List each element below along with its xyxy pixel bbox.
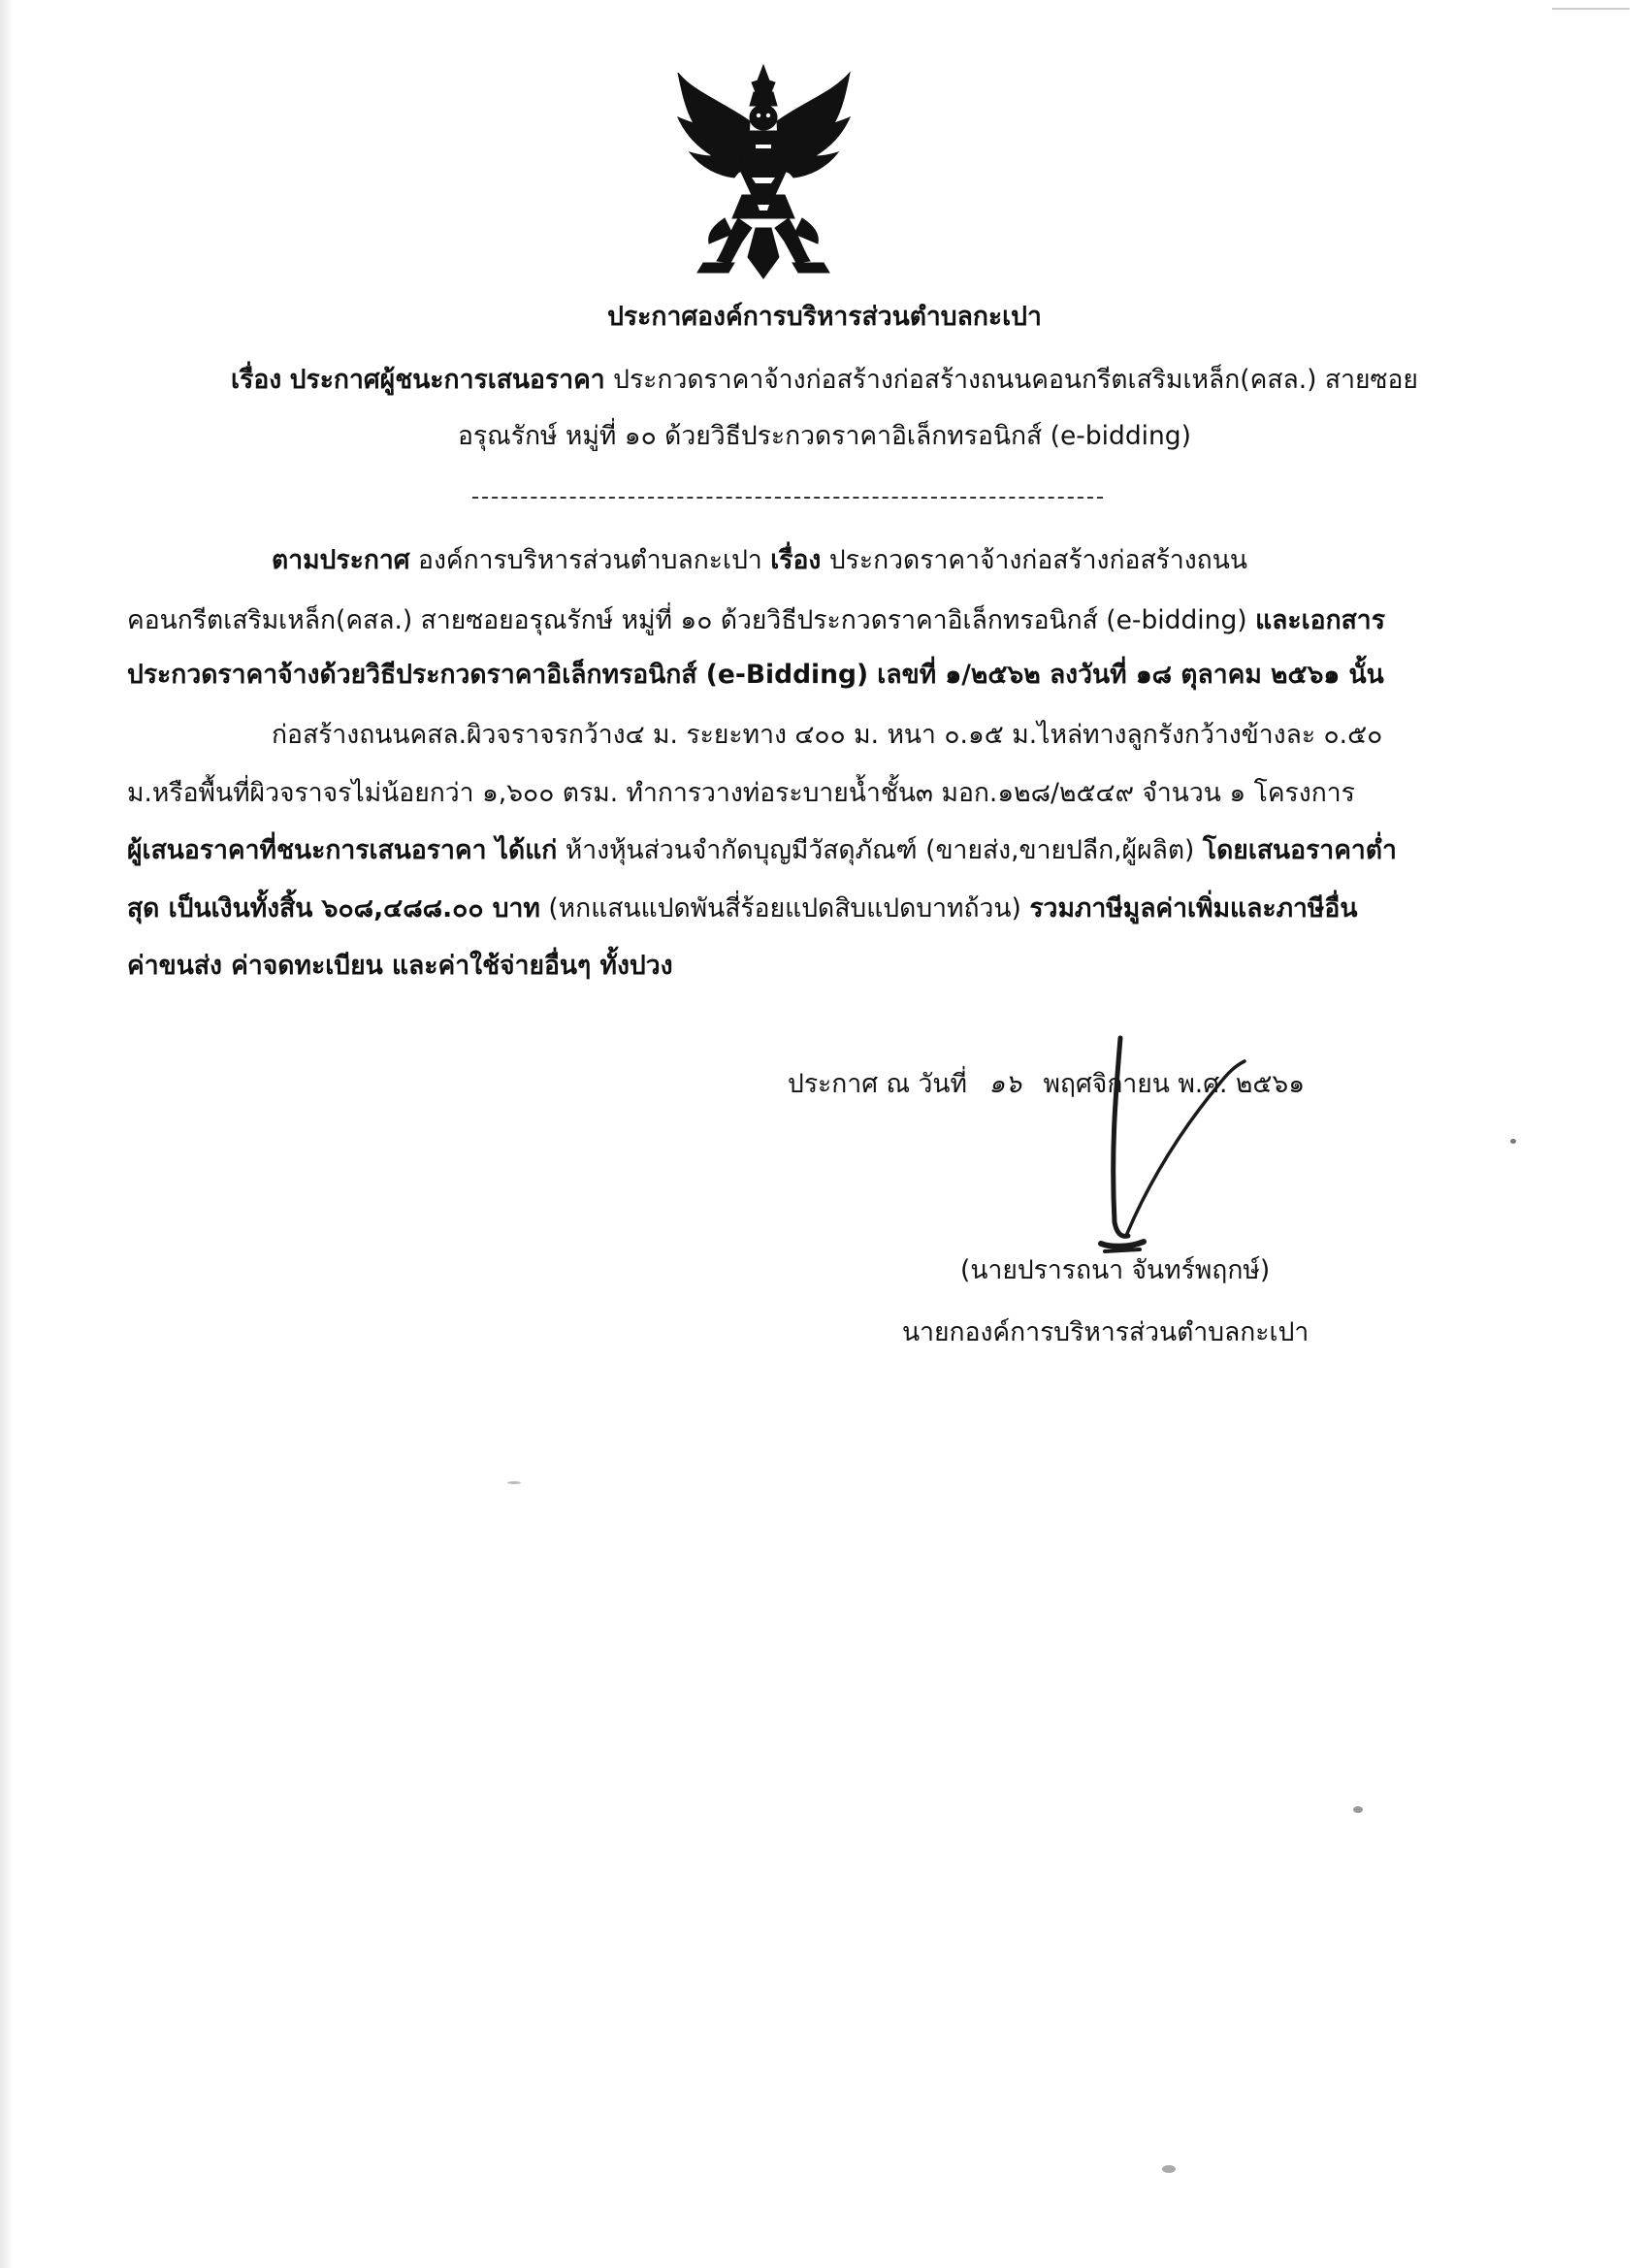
paragraph-2-line-1: ก่อสร้างถนนคสล.ผิวจราจรกว้าง๔ ม. ระยะทาง ๔๐๐ ม. หนา ๐.๑๕ ม.ไหล่ทางลูกรังกว้างข้างละ ๐.๕๐ xyxy=(272,720,1383,750)
subject-text: ประกวดราคาจ้างก่อสร้างก่อสร้างถนนคอนกรีตเสริมเหล็ก(คสล.) สายซอย xyxy=(613,365,1418,395)
bid-amount-words: (หกแสนแปดพันสี่ร้อยแปดสิบแปดบาทถ้วน) xyxy=(548,893,1021,923)
paragraph-1-line-1 xyxy=(272,541,1247,580)
document-title: ประกาศองค์การบริหารส่วนตำบลกะเปา xyxy=(607,302,1042,332)
date-prefix: ประกาศ ณ วันที่ xyxy=(788,1069,967,1099)
subject-label: เรื่อง xyxy=(231,365,282,395)
p1-subject-label: เรื่อง xyxy=(770,545,822,575)
scan-speck xyxy=(1510,1139,1516,1144)
paragraph-3-line-3: ค่าขนส่ง ค่าจดทะเบียน และค่าใช้จ่ายอื่นๆ ทั้งปวง xyxy=(127,951,673,981)
signer-name: (นายปรารถนา จันทร์พฤกษ์) xyxy=(960,1255,1271,1285)
bid-lead: โดยเสนอราคาต่ำ xyxy=(1202,835,1397,865)
p1-line2-text: คอนกรีตเสริมเหล็ก(คสล.) สายซอยอรุณรักษ์ หมู่ที่ ๑๐ ด้วยวิธีประกวดราคาอิเล็กทรอนิกส์ (e-bidding) xyxy=(127,605,1247,635)
subject-line-1 xyxy=(0,361,1649,400)
scan-speck xyxy=(507,1481,521,1484)
winner-label: ผู้เสนอราคาที่ชนะการเสนอราคา ได้แก่ xyxy=(127,835,558,865)
p1-lead: ตามประกาศ xyxy=(272,545,410,575)
garuda-emblem-icon xyxy=(674,63,854,281)
p1-line2-bold: และเอกสาร xyxy=(1255,605,1385,635)
signer-position: นายกองค์การบริหารส่วนตำบลกะเปา xyxy=(902,1317,1310,1347)
paragraph-1-line-2 xyxy=(127,601,1385,640)
scan-speck xyxy=(1162,2165,1176,2173)
winner-name: ห้างหุ้นส่วนจำกัดบุญมีวัสดุภัณฑ์ (ขายส่ง,ขายปลีก,ผู้ผลิต) xyxy=(565,835,1195,865)
paragraph-1-line-3: ประกวดราคาจ้างด้วยวิธีประกวดราคาอิเล็กทรอนิกส์ (e-Bidding) เลขที่ ๑/๒๕๖๒ ลงวันที่ ๑๘ ตุลาคม ๒๕๖๑ นั้น xyxy=(127,660,1384,690)
paragraph-2-line-2: ม.หรือพื้นที่ผิวจราจรไม่น้อยกว่า ๑,๖๐๐ ตรม. ทำการวางท่อระบายน้ำชั้น๓ มอก.๑๒๘/๒๕๔๙ จำนวน ๑ โครงการ xyxy=(127,778,1355,808)
date-suffix: พฤศจิกายน พ.ศ. ๒๕๖๑ xyxy=(1043,1069,1306,1099)
scan-corner-mark xyxy=(1552,8,1630,10)
handwritten-signature xyxy=(1072,1028,1266,1261)
date-day: ๑๖ xyxy=(988,1069,1022,1099)
bid-amount: สุด เป็นเงินทั้งสิ้น ๖๐๘,๔๘๘.๐๐ บาท xyxy=(127,893,540,923)
subject-bold-text: ประกาศผู้ชนะการเสนอราคา xyxy=(289,365,605,395)
paragraph-3-line-2 xyxy=(127,890,1357,928)
divider-dashed-line xyxy=(472,497,1103,499)
scan-edge-shadow xyxy=(0,0,14,2268)
tax-note: รวมภาษีมูลค่าเพิ่มและภาษีอื่น xyxy=(1029,893,1358,923)
subject-line-2: อรุณรักษ์ หมู่ที่ ๑๐ ด้วยวิธีประกวดราคาอิเล็กทรอนิกส์ (e-bidding) xyxy=(458,421,1191,451)
paragraph-3-line-1 xyxy=(127,831,1397,870)
scan-speck xyxy=(1353,1806,1363,1813)
p1-org: องค์การบริหารส่วนตำบลกะเปา xyxy=(418,545,762,575)
p1-subject: ประกวดราคาจ้างก่อสร้างก่อสร้างถนน xyxy=(828,545,1247,575)
